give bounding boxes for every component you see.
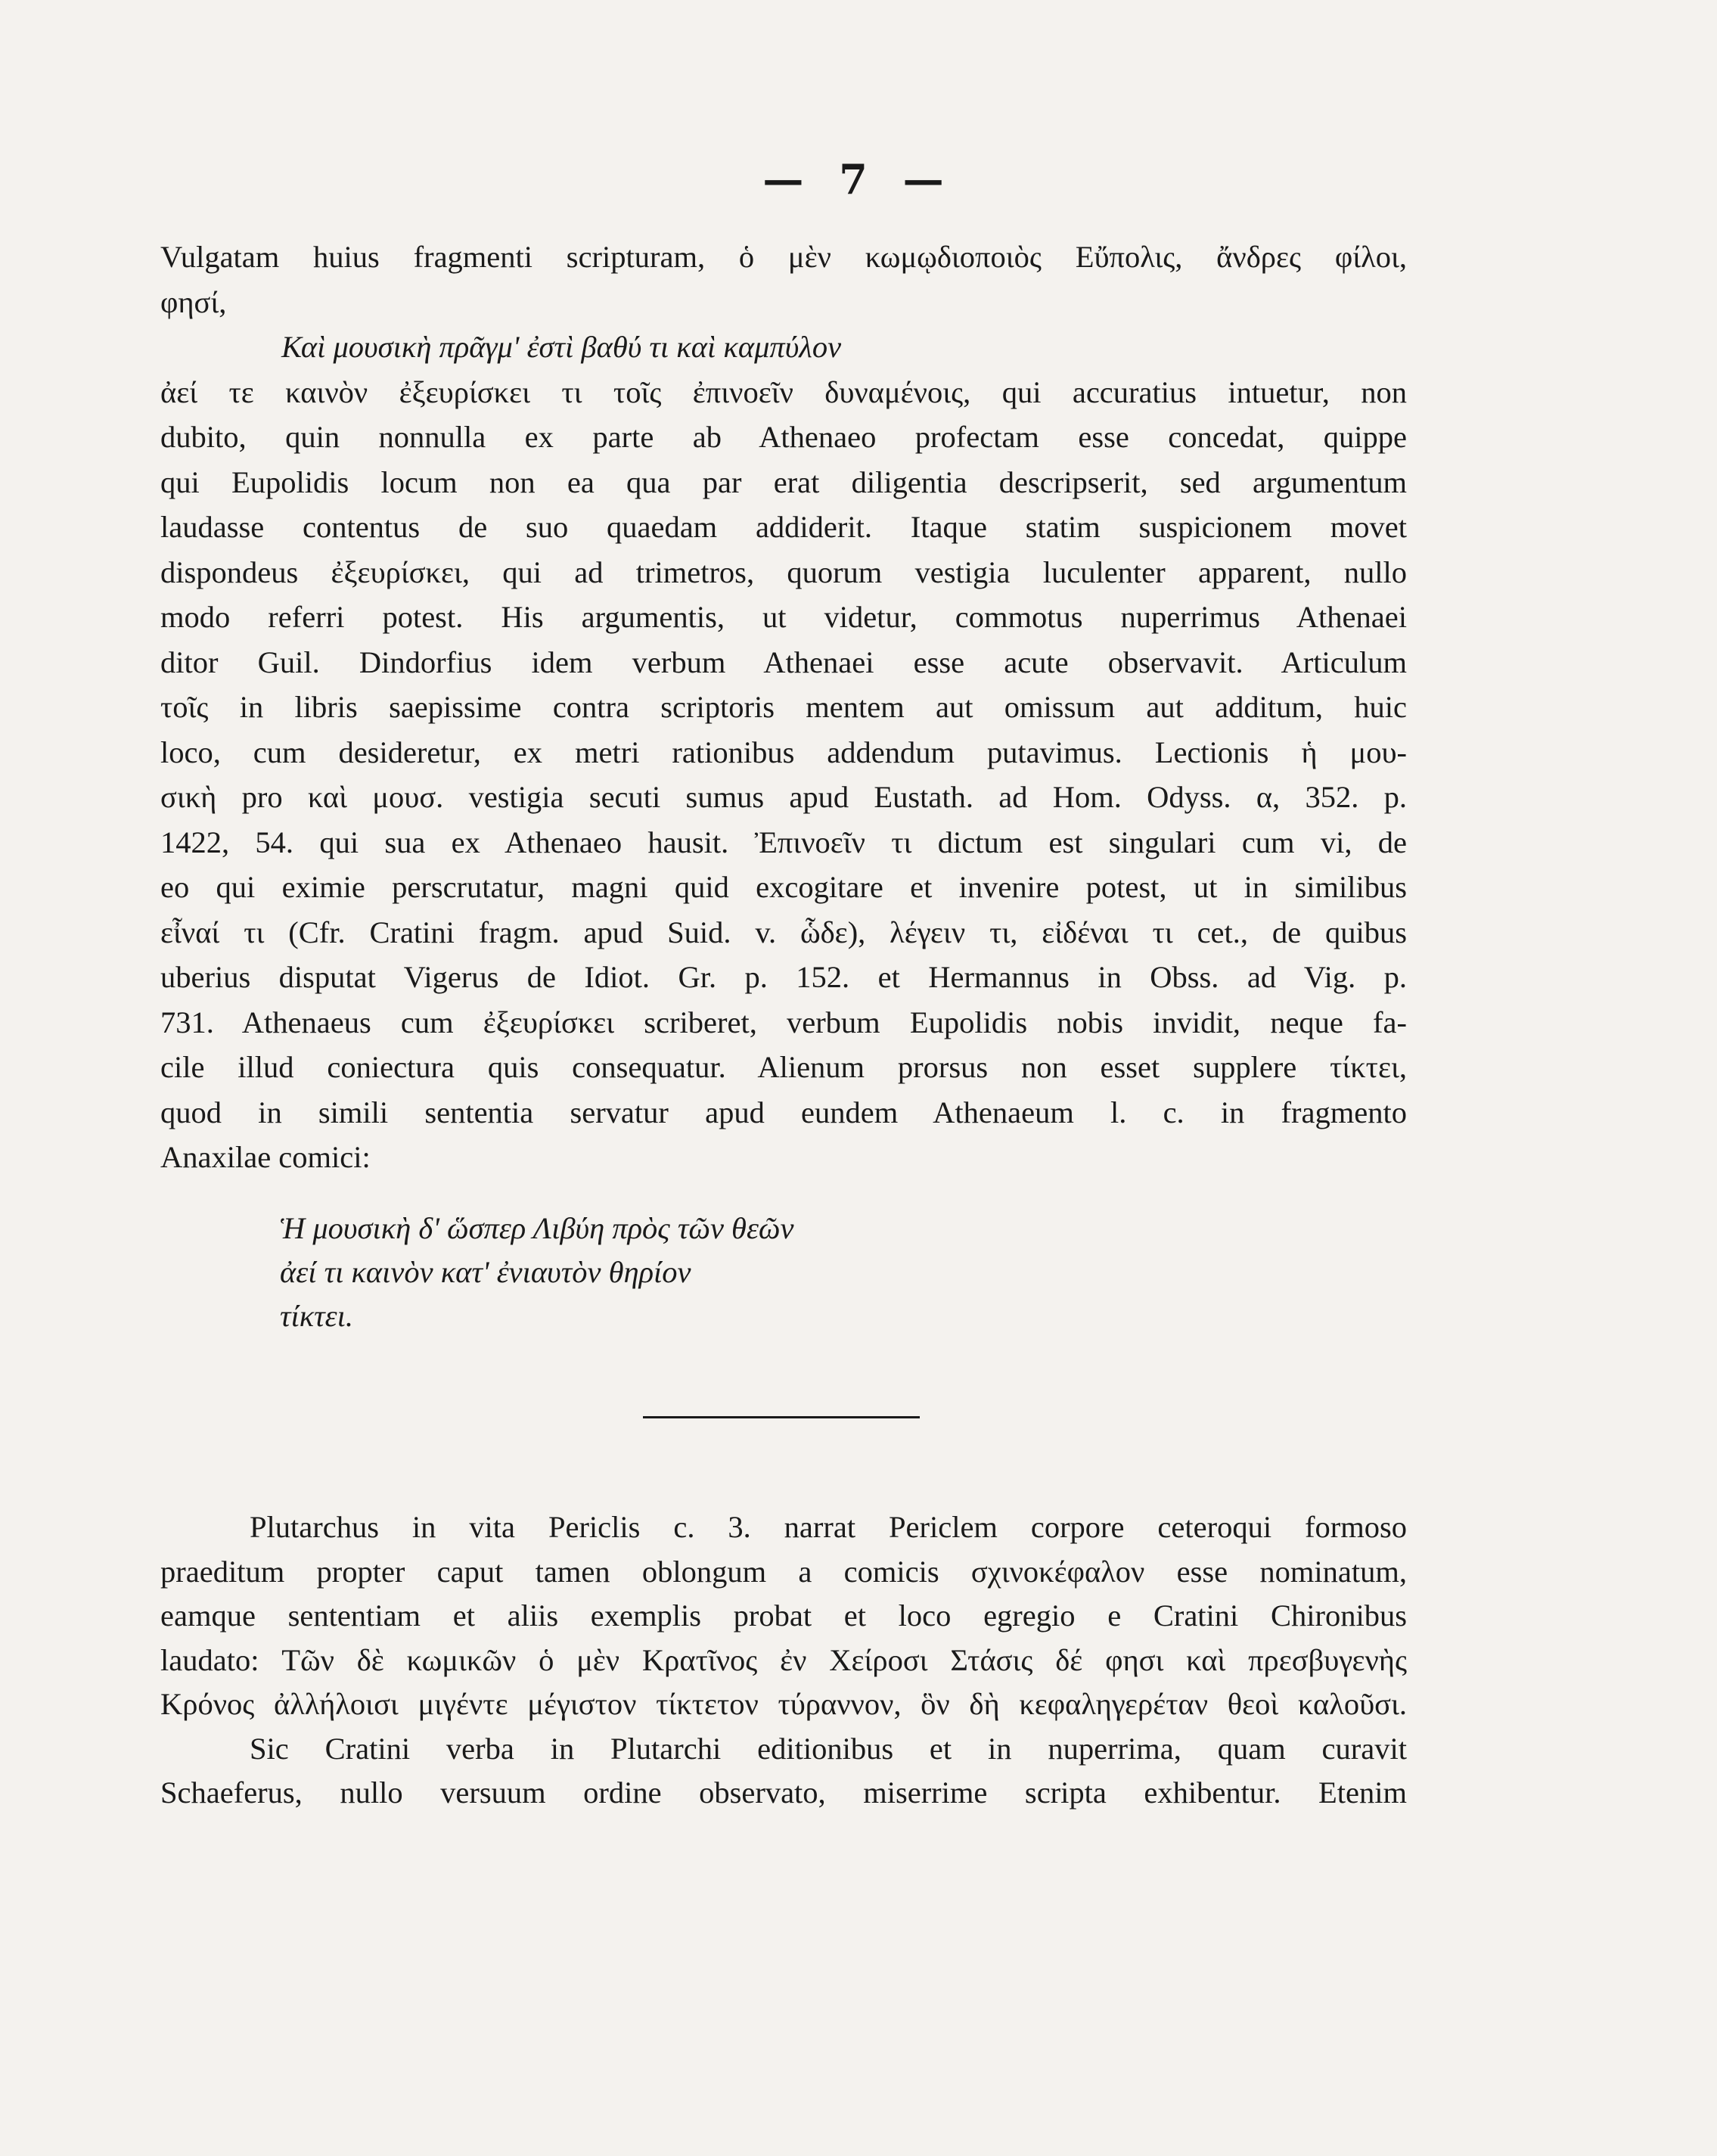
verse-line: Καὶ μουσικὴ πρᾶγμ' ἐστὶ βαθύ τι καὶ καμπύλον <box>281 330 842 364</box>
text-line: Vulgatam huius fragmenti scripturam, ὁ μὲν κωμῳδιοποιὸς Εὔπολις, ἄνδρες φίλοι, <box>160 240 1407 274</box>
page-number: — 7 — <box>762 155 955 203</box>
text-line: Plutarchus in vita Periclis c. 3. narrat Periclem corpore ceteroqui formoso <box>250 1510 1407 1544</box>
text-line: cile illud coniectura quis consequatur. Alienum prorsus non esset supplere τίκτει, <box>160 1050 1407 1084</box>
verse-line: τίκτει. <box>280 1299 354 1333</box>
text-line: Sic Cratini verba in Plutarchi editionibus et in nuperrima, quam curavit <box>250 1731 1407 1766</box>
text-line: εἶναί τι (Cfr. Cratini fragm. apud Suid. v. ὧδε), λέγειν τι, εἰδέναι τι cet., de quibus <box>160 915 1407 949</box>
text-line: eo qui eximie perscrutatur, magni quid excogitare et invenire potest, ut in similibus <box>160 870 1407 904</box>
anaxilas-quotation <box>280 1207 1188 1338</box>
verse-line: ἀεί τι καινὸν κατ' ἐνιαυτὸν θηρίον <box>280 1255 691 1289</box>
section-divider <box>643 1416 920 1418</box>
text-line: 1422, 54. qui sua ex Athenaeo hausit. Ἐπινοεῖν τι dictum est singulari cum vi, de <box>160 825 1407 859</box>
text-line: loco, cum desideretur, ex metri rationibus addendum putavimus. Lectionis ἡ μου- <box>160 735 1407 769</box>
text-line: laudato: Τῶν δὲ κωμικῶν ὁ μὲν Κρατῖνος ἐν Χείροσι Στάσις δέ φησι καὶ πρεσβυγενὴς <box>160 1642 1407 1677</box>
text-line: Κρόνος ἀλλήλοισι μιγέντε μέγιστον τίκτετον τύραννον, ὃν δὴ κεφαληγερέταν θεοὶ καλοῦσι. <box>160 1687 1407 1721</box>
text-line: dispondeus ἐξευρίσκει, qui ad trimetros, quorum vestigia luculenter apparent, nullo <box>160 555 1407 589</box>
text-line: modo referri potest. His argumentis, ut videtur, commotus nuperrimus Athenaei <box>160 600 1407 634</box>
verse-line: Ἡ μουσικὴ δ' ὥσπερ Λιβύη πρὸς τῶν θεῶν <box>280 1211 794 1245</box>
text-line: quod in simili sententia servatur apud eundem Athenaeum l. c. in fragmento <box>160 1095 1407 1129</box>
text-line: 731. Athenaeus cum ἐξευρίσκει scriberet, verbum Eupolidis nobis invidit, neque fa- <box>160 1005 1407 1039</box>
text-line: uberius disputat Vigerus de Idiot. Gr. p. 152. et Hermannus in Obss. ad Vig. p. <box>160 960 1407 994</box>
text-line: ἀεί τε καινὸν ἐξευρίσκει τι τοῖς ἐπινοεῖν δυναμένοις, qui accuratius intuetur, non <box>160 374 1407 409</box>
text-line: Schaeferus, nullo versuum ordine observato, miserrime scripta exhibentur. Etenim <box>160 1775 1407 1810</box>
text-line: praeditum propter caput tamen oblongum a comicis σχινοκέφαλον esse nominatum, <box>160 1554 1407 1589</box>
text-line: qui Eupolidis locum non ea qua par erat diligentia descripserit, sed argumentum <box>160 464 1407 499</box>
text-line: dubito, quin nonnulla ex parte ab Athenaeo profectam esse concedat, quippe <box>160 420 1407 454</box>
text-line: ditor Guil. Dindorfius idem verbum Athenaei esse acute observavit. Articulum <box>160 645 1407 679</box>
text-line: Anaxilae comici: <box>160 1140 371 1174</box>
text-line: eamque sententiam et aliis exemplis probat et loco egregio e Cratini Chironibus <box>160 1598 1407 1633</box>
text-line: φησί, <box>160 284 227 319</box>
paragraph-athenaeus <box>160 235 1407 1180</box>
paragraph-plutarchus <box>160 1505 1407 1816</box>
text-line: σικὴ pro καὶ μουσ. vestigia secuti sumus apud Eustath. ad Hom. Odyss. α, 352. p. <box>160 780 1407 814</box>
text-line: τοῖς in libris saepissime contra scriptoris mentem aut omissum aut additum, huic <box>160 690 1407 724</box>
text-line: laudasse contentus de suo quaedam addiderit. Itaque statim suspicionem movet <box>160 510 1407 544</box>
